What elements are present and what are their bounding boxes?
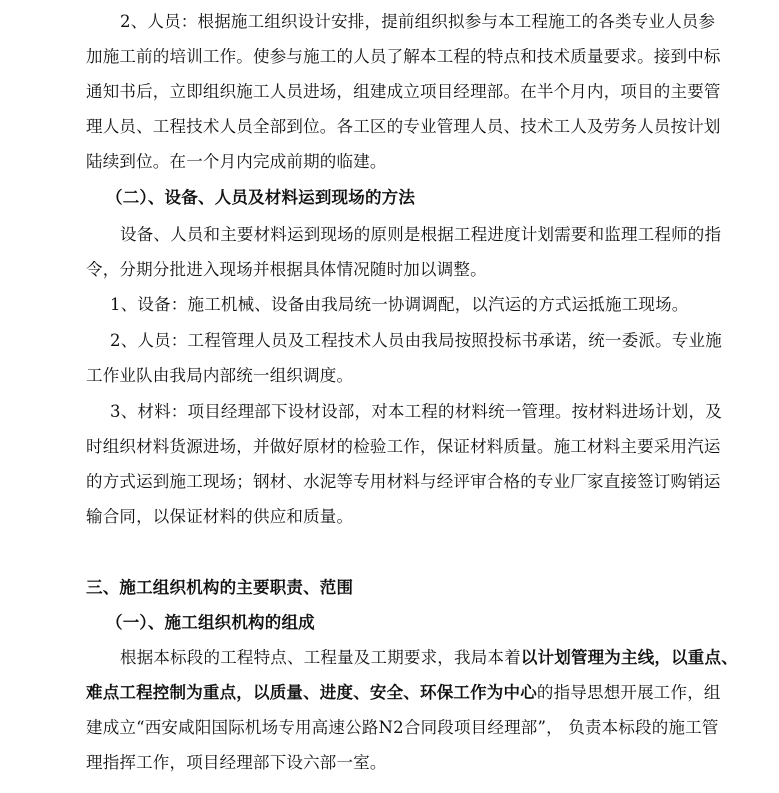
paragraph-line: 时组织材料货源进场，并做好原材的检验工作，保证材料质量。施工材料主要采用汽运 [86, 437, 721, 456]
paragraph-line: 难点工程控制为重点，以质量、进度、安全、环保工作为中心的指导思想开展工作，组 [86, 683, 721, 702]
emphasis-text: 以计划管理为主线，以重点、 [520, 648, 738, 667]
paragraph-line: 2、人员：根据施工组织设计安排，提前组织拟参与本工程施工的各类专业人员参 [120, 12, 716, 31]
paragraph-line: 设备、人员和主要材料运到现场的原则是根据工程进度计划需要和监理工程师的指 [120, 225, 722, 244]
paragraph-line: 建成立“西安咸阳国际机场专用高速公路N2合同段项目经理部”， 负责本标段的施工管 [86, 718, 719, 737]
paragraph-line: 根据本标段的工程特点、工程量及工期要求，我局本着以计划管理为主线，以重点、 [120, 648, 738, 667]
list-item: 3、材料：项目经理部下设材设部，对本工程的材料统一管理。按材料进场计划，及 [110, 402, 722, 421]
list-item: 1、设备：施工机械、设备由我局统一协调调配，以汽运的方式运抵施工现场。 [110, 295, 689, 314]
paragraph-line: 理人员、工程技术人员全部到位。各工区的专业管理人员、技术工人及劳务人员按计划 [86, 117, 721, 136]
section-heading: （一）、施工组织机构的组成 [106, 613, 315, 632]
list-item: 2、人员：工程管理人员及工程技术人员由我局按照投标书承诺，统一委派。专业施 [110, 331, 722, 350]
paragraph-line: 通知书后，立即组织施工人员进场，组建成立项目经理部。在半个月内，项目的主要管 [86, 82, 721, 101]
paragraph-line: 输合同，以保证材料的供应和质量。 [86, 507, 354, 526]
chapter-heading: 三、施工组织机构的主要职责、范围 [86, 578, 354, 597]
paragraph-line: 工作业队由我局内部统一组织调度。 [86, 366, 354, 385]
section-heading: （二）、设备、人员及材料运到现场的方法 [106, 188, 416, 207]
paragraph-line: 令，分期分批进入现场并根据具体情况随时加以调整。 [86, 260, 487, 279]
paragraph-line: 理指挥工作，项目经理部下设六部一室。 [86, 753, 387, 772]
paragraph-line: 加施工前的培训工作。使参与施工的人员了解本工程的特点和技术质量要求。接到中标 [86, 47, 721, 66]
emphasis-text: 难点工程控制为重点，以质量、进度、安全、环保工作为中心 [86, 683, 537, 702]
paragraph-line: 的方式运到施工现场；钢材、水泥等专用材料与经评审合格的专业厂家直接签订购销运 [86, 472, 721, 491]
paragraph-line: 陆续到位。在一个月内完成前期的临建。 [86, 152, 387, 171]
